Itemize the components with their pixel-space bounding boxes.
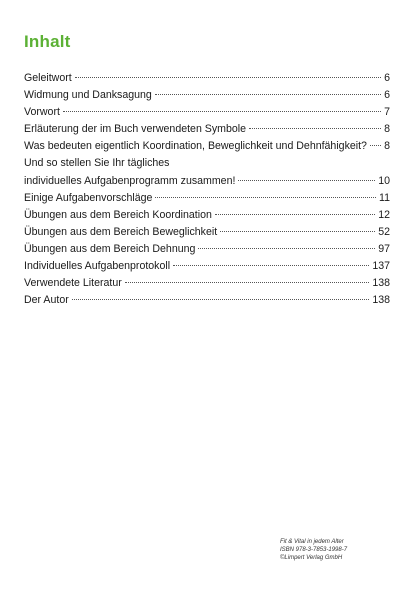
table-of-contents — [24, 70, 390, 309]
toc-entry — [24, 190, 390, 207]
toc-entry — [24, 224, 390, 241]
imprint — [280, 538, 347, 562]
imprint-isbn: ISBN 978-3-7853-1998-7 — [280, 547, 348, 553]
imprint-book-title: Fit & Vital in jedem Alter — [280, 539, 344, 545]
toc-entry-text: Übungen aus dem Bereich Beweglichkeit — [24, 225, 218, 238]
toc-entry-page: 10 — [378, 174, 390, 187]
toc-entry-page: 97 — [378, 242, 390, 255]
toc-leader-dots — [238, 180, 375, 181]
toc-entry-page: 12 — [378, 208, 390, 221]
toc-entry — [24, 258, 390, 275]
toc-leader-dots — [155, 197, 376, 198]
toc-entry — [24, 207, 390, 224]
toc-leader-dots — [173, 265, 369, 266]
toc-leader-dots — [75, 77, 381, 78]
toc-leader-dots — [125, 282, 370, 283]
toc-entry-page: 52 — [378, 225, 390, 238]
imprint-publisher: ©Limpert Verlag GmbH — [280, 555, 343, 561]
toc-entry-page: 138 — [372, 294, 390, 307]
toc-leader-dots — [249, 128, 381, 129]
toc-entry-page: 137 — [372, 260, 390, 273]
toc-leader-dots — [155, 94, 381, 95]
page-title: Inhalt — [24, 32, 71, 51]
toc-entry-text: Vorwort — [24, 106, 60, 119]
toc-entry — [24, 173, 390, 190]
toc-entry-text: Einige Aufgabenvorschläge — [24, 191, 153, 204]
toc-entry-text: Individuelles Aufgabenprotokoll — [24, 260, 171, 273]
toc-entry — [24, 275, 390, 292]
toc-leader-dots — [72, 299, 370, 300]
toc-entry-text: Und so stellen Sie Ihr tägliches — [24, 157, 170, 170]
toc-entry — [24, 104, 390, 121]
toc-entry — [24, 70, 390, 87]
toc-entry — [24, 241, 390, 258]
toc-entry-text: individuelles Aufgabenprogramm zusammen! — [24, 174, 236, 187]
toc-entry-text: Übungen aus dem Bereich Dehnung — [24, 242, 196, 255]
toc-leader-dots — [220, 231, 375, 232]
toc-entry-text: Übungen aus dem Bereich Koordination — [24, 208, 212, 221]
toc-entry-page: 6 — [384, 89, 390, 102]
toc-entry-text: Widmung und Danksagung — [24, 89, 152, 102]
toc-entry — [24, 292, 390, 309]
toc-entry-page: 7 — [384, 106, 390, 119]
toc-entry-page: 138 — [372, 277, 390, 290]
toc-leader-dots — [215, 214, 375, 215]
toc-entry — [24, 121, 390, 138]
toc-entry-first-line — [24, 155, 390, 172]
toc-entry-text: Geleitwort — [24, 72, 72, 84]
toc-entry-page: 11 — [379, 191, 390, 204]
toc-entry-page: 8 — [384, 123, 390, 136]
toc-entry — [24, 87, 390, 104]
toc-entry-text: Erläuterung der im Buch verwendeten Symbole — [24, 123, 246, 136]
toc-leader-dots — [370, 145, 381, 146]
toc-entry-text: Verwendete Literatur — [24, 277, 122, 290]
toc-entry — [24, 138, 390, 155]
toc-entry-text: Der Autor — [24, 294, 69, 307]
toc-entry-page: 6 — [384, 72, 390, 84]
toc-leader-dots — [198, 248, 375, 249]
toc-leader-dots — [63, 111, 381, 112]
toc-entry-text: Was bedeuten eigentlich Koordination, Beweglichkeit und Dehnfähigkeit? — [24, 140, 367, 153]
toc-entry-page: 8 — [384, 140, 390, 153]
